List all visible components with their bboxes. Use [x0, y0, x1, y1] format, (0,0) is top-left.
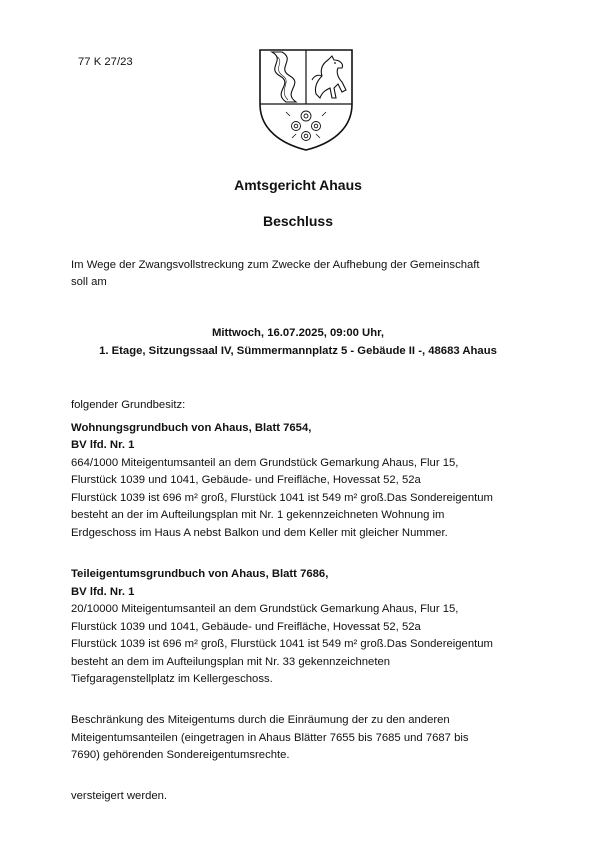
entry2-subtitle: BV lfd. Nr. 1	[71, 586, 135, 598]
entry1-line: besteht an der im Aufteilungsplan mit Nr. 1 gekennzeichneten Wohnung im	[71, 509, 445, 521]
entry2-line: 20/10000 Miteigentumsanteil an dem Grundstück Gemarkung Ahaus, Flur 15,	[71, 603, 459, 615]
entry1-line: Flurstück 1039 ist 696 m² groß, Flurstück 1041 ist 549 m² groß.Das Sondereigentum	[71, 492, 493, 504]
entry1-subtitle: BV lfd. Nr. 1	[71, 439, 135, 451]
entry2-line: besteht an dem im Aufteilungsplan mit Nr. 33 gekennzeichneten	[71, 656, 391, 668]
document-type-heading: Beschluss	[262, 213, 334, 229]
entry2-line: Flurstück 1039 ist 696 m² groß, Flurstück 1041 ist 549 m² groß.Das Sondereigentum	[71, 638, 493, 650]
intro-line: Im Wege der Zwangsvollstreckung zum Zwecke der Aufhebung der Gemeinschaft	[71, 259, 480, 271]
entry1-line: Erdgeschoss im Haus A nebst Balkon und dem Keller mit gleicher Nummer.	[71, 527, 448, 539]
entry1-line: Flurstück 1039 und 1041, Gebäude- und Freifläche, Hovessat 52, 52a	[71, 474, 421, 486]
entry1-line: 664/1000 Miteigentumsanteil an dem Grundstück Gemarkung Ahaus, Flur 15,	[71, 457, 459, 469]
intro-line: soll am	[71, 276, 107, 288]
coat-of-arms-emblem	[256, 46, 356, 152]
restriction-line: Miteigentumsanteilen (eingetragen in Ahaus Blätter 7655 bis 7685 und 7687 bis	[71, 732, 469, 744]
restriction-line: Beschränkung des Miteigentums durch die Einräumung der zu den anderen	[71, 714, 450, 726]
closing-line: versteigert werden.	[71, 790, 168, 802]
court-name: Amtsgericht Ahaus	[234, 177, 362, 193]
property-label: folgender Grundbesitz:	[71, 399, 186, 411]
restriction-line: 7690) gehörenden Sondereigentumsrechte.	[71, 749, 290, 761]
entry2-line: Flurstück 1039 und 1041, Gebäude- und Freifläche, Hovessat 52, 52a	[71, 621, 421, 633]
case-reference: 77 K 27/23	[78, 56, 133, 68]
entry2-title: Teileigentumsgrundbuch von Ahaus, Blatt 7686,	[71, 568, 329, 580]
entry1-title: Wohnungsgrundbuch von Ahaus, Blatt 7654,	[71, 422, 312, 434]
auction-date: Mittwoch, 16.07.2025, 09:00 Uhr,	[211, 327, 385, 339]
auction-location: 1. Etage, Sitzungssaal IV, Sümmermannplatz 5 - Gebäude II -, 48683 Ahaus	[99, 345, 497, 357]
entry2-line: Tiefgaragenstellplatz im Kellergeschoss.	[71, 673, 273, 685]
